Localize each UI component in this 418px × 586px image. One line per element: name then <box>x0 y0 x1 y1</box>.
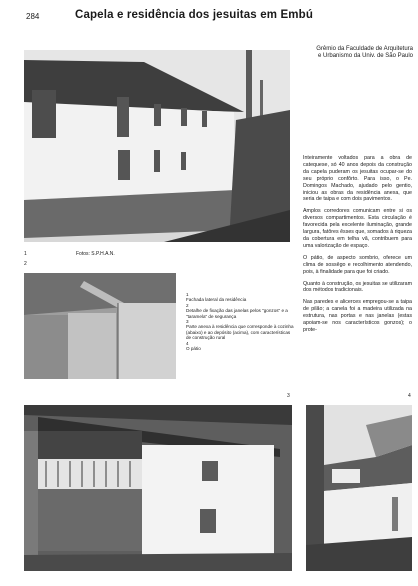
caption-number-4: 4 <box>186 340 189 346</box>
credit-block <box>289 46 413 61</box>
paragraph-5: Nas paredes e alicerces empregou-se a taipa de pilão; a canela foi a madeira utilizada na estrutura, nas portas e nas janelas (estas apoiam-se nos característicos gonzos); o prote- <box>303 299 412 333</box>
paragraph-4: Quanto à construção, os jesuitas se utilizaram dos métodos tradicionais. <box>303 280 412 294</box>
photo-window-detail <box>24 273 176 379</box>
caption-number-1: 1 <box>186 292 189 297</box>
photo-annex-kitchen <box>24 405 292 571</box>
caption-text-4: O pátio <box>186 346 201 352</box>
paragraph-1: Inteiramente voltados para a obra de catequese, só 40 anos depois da construção da capela puderam os jesuitas ocupar-se do seu próprio confôrto. Para isso, o Pe. Domingos Machado, ajudado pelo gentio, iniciou as obras da residência anexa, que seria de taipa e com dois pavimentos. <box>303 155 412 203</box>
photo-label-1: 1 <box>24 251 27 257</box>
facade-image <box>24 50 290 242</box>
caption-text-2: Detalhe de fixação das janelas pelos "gonzos" e a "taramela" de segurança <box>186 308 288 319</box>
annex-image <box>24 405 292 571</box>
page-number: 284 <box>26 12 40 21</box>
window-detail-image <box>24 273 176 379</box>
patio-image <box>306 405 412 571</box>
caption-text-3: Parte anexa à residência que corresponde à cozinha (abaixo) e ao depósito (acima), com características de construção rural <box>186 324 294 341</box>
photo-lateral-facade <box>24 50 290 242</box>
body-text-column <box>303 155 412 339</box>
photo-label-2: 2 <box>24 261 27 267</box>
caption-text-1: Fachada lateral da residência <box>186 297 247 303</box>
caption-block <box>186 292 296 351</box>
credit-line-1: Grêmio da Faculdade de Arquitetura <box>316 46 413 52</box>
caption-number-3: 3 <box>186 319 189 325</box>
photo-label-3: 3 <box>287 393 290 399</box>
photo-label-4: 4 <box>408 393 411 399</box>
page-title: Capela e residência dos jesuitas em Embú <box>75 9 314 21</box>
paragraph-2: Amplos corredores comunicam entre si os diversos compartimentos. Esta circulação é favorecida pela excelente iluminação, grande largura, fatôres êsses que, somados à riqueza da cobertura em telha vã, contribuem para uma valorização de espaço. <box>303 208 412 249</box>
caption-number-2: 2 <box>186 302 189 308</box>
photo-credit: Fotos: S.P.H.A.N. <box>76 251 115 257</box>
paragraph-3: O pátio, de aspecto sombrio, oferece um clima de sossêgo e recolhimento atendendo, pois, à finalidade para que foi criado. <box>303 254 412 275</box>
credit-line-2: e Urbanismo da Univ. de São Paulo <box>318 53 413 60</box>
photo-patio <box>306 405 412 571</box>
